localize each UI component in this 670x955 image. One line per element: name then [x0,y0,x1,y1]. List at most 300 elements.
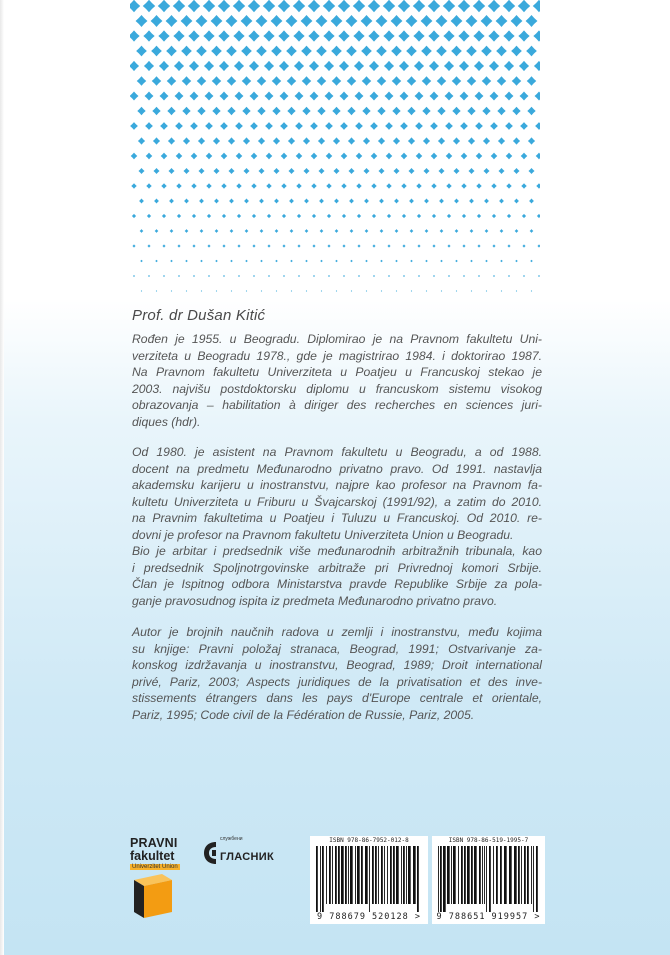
halftone-dot [393,168,399,174]
halftone-dot [130,0,140,12]
halftone-dot [306,290,307,291]
halftone-dot [373,275,375,277]
halftone-dot [246,290,247,291]
halftone-dot [295,122,303,130]
barcode-bar [326,846,327,904]
halftone-dot [482,76,492,86]
halftone-dot [289,199,294,204]
halftone-dot [527,76,537,86]
barcode-bar [406,846,407,904]
isbn-label: ISBN 978-86-7952-012-8 [329,837,409,844]
halftone-dot [251,183,256,188]
barcode-bar [387,846,388,904]
halftone-dot [500,260,503,263]
halftone-dot [183,137,190,144]
halftone-dot [486,290,487,291]
halftone-dot [324,61,334,71]
halftone-dot [392,76,402,86]
halftone-dot [474,61,484,71]
halftone-dot [321,290,322,291]
halftone-dot [468,137,475,144]
halftone-dot [207,214,211,218]
halftone-dot [475,122,483,130]
halftone-dot [496,46,507,57]
halftone-dot [454,199,459,204]
halftone-dot [485,260,488,263]
halftone-dot [252,214,256,218]
halftone-dot [387,244,390,247]
halftone-dot [218,0,230,12]
halftone-dot [362,76,372,86]
halftone-dot [213,137,220,144]
logo-text-university: Univerzitet Union [132,864,178,870]
halftone-dot [431,183,436,188]
halftone-dot [302,107,310,115]
halftone-dot [424,199,429,204]
text-line: diques (hdr). [132,414,201,429]
halftone-dot [323,30,334,41]
halftone-dot [461,183,466,188]
halftone-dot [425,260,428,263]
halftone-dot [490,92,499,101]
halftone-dot [440,229,444,233]
halftone-dot [191,183,196,188]
halftone-dot [371,153,378,160]
barcode-bar [458,846,459,904]
halftone-dot [499,199,504,204]
halftone-dot [379,199,384,204]
halftone-dot [381,290,382,291]
halftone-dot [338,30,349,41]
halftone-dot [506,183,511,188]
halftone-dot [282,244,285,247]
halftone-dot [211,46,222,57]
halftone-dot [356,183,361,188]
halftone-dot [302,76,312,86]
halftone-dot [455,229,459,233]
halftone-dot [155,260,158,263]
halftone-dot [339,61,349,71]
halftone-dot [162,244,165,247]
halftone-dot [332,76,342,86]
halftone-dot [248,0,260,12]
halftone-dot [518,30,529,41]
halftone-dot [213,168,219,174]
halftone-dot [468,168,474,174]
halftone-dot [503,0,515,12]
halftone-dot [275,229,279,233]
halftone-dot [484,199,489,204]
halftone-dot [220,122,228,130]
halftone-dot [248,30,259,41]
halftone-dot [260,229,264,233]
halftone-dot [436,15,448,27]
halftone-dot [363,137,370,144]
halftone-dot [207,244,210,247]
halftone-dot [332,107,340,115]
halftone-dot [249,61,259,71]
halftone-dot [226,46,237,57]
halftone-dot [380,229,384,233]
halftone-dot [144,61,154,71]
barcode-bar [329,846,331,904]
barcode-bar [403,846,405,904]
halftone-dot [338,0,350,12]
halftone-dot [163,275,165,277]
halftone-dot [386,183,391,188]
halftone-dot [537,244,540,247]
halftone-dot [407,107,415,115]
halftone-dot [470,229,474,233]
halftone-dot [205,122,213,130]
halftone-dot [250,122,258,130]
halftone-dot [520,122,528,130]
halftone-dot [167,76,177,86]
halftone-dot [482,107,490,115]
halftone-dot [530,260,533,263]
halftone-dot [317,76,327,86]
halftone-dot [268,275,270,277]
halftone-dot [305,229,309,233]
halftone-dot [318,137,325,144]
halftone-dot [444,61,454,71]
halftone-dot [348,137,355,144]
halftone-dot [445,122,453,130]
halftone-dot [377,107,385,115]
halftone-dot [386,153,393,160]
halftone-dot [275,260,278,263]
barcode-bar [348,846,349,904]
halftone-dot [140,260,143,263]
halftone-dot [228,168,234,174]
halftone-dot [537,214,540,218]
barcode-digits: 9 788679 520128 > [310,912,428,922]
halftone-dot [146,153,153,160]
halftone-dot [378,137,385,144]
halftone-dot [152,76,162,86]
halftone-dot [143,0,155,12]
halftone-dot [466,46,477,57]
halftone-dot [522,214,526,218]
halftone-dot [535,122,540,130]
halftone-dot [183,168,189,174]
halftone-dot [274,199,279,204]
halftone-dot [528,168,534,174]
halftone-dot [230,260,233,263]
barcode-bar [335,846,337,904]
barcode-bar [471,846,473,904]
barcode-bar [440,846,442,912]
barcode-bar [369,846,370,912]
halftone-dot [131,153,138,160]
halftone-dot [522,244,525,247]
barcode-bar [375,846,377,904]
halftone-dot [263,0,275,12]
halftone-dot [189,61,199,71]
halftone-dot [266,183,271,188]
halftone-dot [410,260,413,263]
halftone-dot [241,15,253,27]
halftone-dot [432,244,435,247]
halftone-dot [317,107,325,115]
halftone-dot [491,183,496,188]
halftone-dot [535,92,540,101]
halftone-dot [316,46,327,57]
halftone-dot [533,30,540,41]
halftone-dot [181,15,193,27]
halftone-dot [357,214,361,218]
halftone-dot [141,290,142,291]
halftone-dot [185,260,188,263]
halftone-dot [493,275,495,277]
halftone-dot [256,46,267,57]
halftone-dot [182,76,192,86]
halftone-dot [511,15,523,27]
halftone-dot [181,46,192,57]
halftone-dot [401,153,408,160]
barcode-bar [408,846,411,904]
halftone-dot [477,214,481,218]
book-cube-icon [132,874,174,918]
halftone-dot [501,290,502,291]
halftone-dot [512,76,522,86]
halftone-dot [222,214,226,218]
halftone-dot [512,107,520,115]
halftone-dot [441,290,442,291]
halftone-dot [422,76,432,86]
barcode-bar [500,846,502,904]
halftone-dot [413,30,424,41]
halftone-dot [214,199,219,204]
halftone-dot [273,137,280,144]
halftone-dot [357,244,360,247]
halftone-dot [301,15,313,27]
halftone-dot [278,0,290,12]
halftone-dot [191,153,198,160]
halftone-dot [476,183,481,188]
halftone-dot [467,76,477,86]
barcode-bar [486,846,487,912]
halftone-dot [236,183,241,188]
halftone-dot [138,168,144,174]
halftone-dot [223,275,225,277]
halftone-dot [497,107,505,115]
halftone-dot [201,290,202,291]
text-line: i predsednik Spoljnotrgovinske arbitraže pri Privrednoj komori Srbije. [132,560,542,575]
halftone-dot [355,92,364,101]
halftone-dot [507,244,510,247]
halftone-dot [461,153,468,160]
halftone-dot [326,153,333,160]
halftone-dot [470,260,473,263]
halftone-dot [331,15,343,27]
halftone-dot [237,214,241,218]
halftone-dot [402,244,405,247]
text-line: 2003. najvišu postdoktorsku diplomu u francuskom sistemu visokog [132,381,542,396]
halftone-dot [507,214,511,218]
barcode-bar [338,846,340,904]
barcode-bar [322,846,324,912]
halftone-dot [353,0,365,12]
barcode-bar [474,846,477,904]
halftone-dot [355,122,363,130]
halftone-dot [146,183,151,188]
halftone-dot [349,199,354,204]
halftone-dot [263,30,274,41]
halftone-dot [318,168,324,174]
barcode-bar [443,846,446,912]
halftone-dot [490,122,498,130]
text-line: su knjige: Pravni položaj stranaca, Beograd, 1991; Ostvarivanje za- [132,641,542,656]
halftone-dot [400,122,408,130]
halftone-dot [455,260,458,263]
barcode-icon [314,846,424,912]
halftone-dot [173,30,184,41]
halftone-dot [428,30,439,41]
halftone-dot [188,30,199,41]
halftone-dot [333,137,340,144]
halftone-dot [408,168,414,174]
barcode-bar [461,846,463,904]
halftone-dot [426,290,427,291]
halftone-dot [226,15,238,27]
halftone-dot [354,61,364,71]
halftone-dot [143,30,154,41]
halftone-dot [346,15,358,27]
halftone-dot [264,61,274,71]
barcode-bar [514,846,517,904]
barcode-bar [536,846,538,912]
halftone-dot [312,214,316,218]
text-line: stissements étrangers dans les pays d'Europe centrale et orientale, [132,691,542,706]
halftone-dot [257,76,267,86]
halftone-dot [365,229,369,233]
barcode-bar [496,846,498,904]
text-line: ganje pravosudnog ispita iz predmeta Međunarodno privatno pravo. [132,593,498,608]
halftone-dot [166,46,177,57]
halftone-dot [518,0,530,12]
barcode-bar [413,846,416,904]
halftone-dot [496,15,508,27]
halftone-dot [451,15,463,27]
halftone-dot [199,199,204,204]
halftone-dot [391,46,402,57]
halftone-dot [171,290,172,291]
halftone-dot [241,46,252,57]
text-line: konskog izdržavanja u inostranstvu, Beograd, 1989; Droit international [132,658,542,673]
halftone-dot [402,214,406,218]
text-line: Autor je brojnih naučnih radova u zemlji i inostranstvu, među kojima [132,625,542,639]
barcode-bar [524,846,526,904]
halftone-dot [296,183,301,188]
halftone-dot [380,260,383,263]
halftone-dot [160,92,169,101]
halftone-dot [428,0,440,12]
barcode-digits: 9 788651 919957 > [432,912,545,922]
halftone-dot [458,30,469,41]
halftone-dot [395,229,399,233]
halftone-dot [504,61,514,71]
glasnik-mark-icon [202,840,218,866]
barcode-bar [332,846,333,904]
halftone-dot [534,61,540,71]
halftone-dot [215,260,218,263]
halftone-dot [437,107,445,115]
halftone-dot [236,153,243,160]
halftone-dot [245,260,248,263]
halftone-dot [335,260,338,263]
halftone-dot [287,107,295,115]
halftone-dot [301,46,312,57]
halftone-dot [281,183,286,188]
halftone-dot [425,229,429,233]
barcode-bar [504,846,507,904]
halftone-dot [130,92,138,101]
halftone-dot [387,214,391,218]
halftone-dot [398,0,410,12]
halftone-dot [505,92,514,101]
halftone-dot [250,92,259,101]
halftone-dot [153,168,159,174]
halftone-dot [334,199,339,204]
halftone-dot [204,61,214,71]
halftone-dot [326,183,331,188]
halftone-dot [218,30,229,41]
halftone-dot [462,214,466,218]
halftone-dot [266,153,273,160]
barcode-bar [479,846,481,904]
halftone-dot [272,76,282,86]
halftone-dot [166,15,178,27]
halftone-dot [155,229,159,233]
halftone-dot [238,275,240,277]
barcode-bar [361,846,363,904]
halftone-dot [258,137,265,144]
halftone-dot [350,260,353,263]
halftone-dot [362,107,370,115]
halftone-dot [161,153,168,160]
halftone-dot [170,260,173,263]
halftone-dot [147,244,150,247]
halftone-dot [161,183,166,188]
halftone-dot [243,168,249,174]
halftone-dot [203,30,214,41]
halftone-dot [528,137,535,144]
halftone-dot [392,107,400,115]
halftone-dot [477,244,480,247]
halftone-dot [521,183,526,188]
text-line: Rođen je 1955. u Beogradu. Diplomirao je na Pravnom fakultetu Uni- [132,332,542,346]
halftone-dot [365,260,368,263]
halftone-dot [261,290,262,291]
halftone-dot [497,76,507,86]
halftone-dot [190,92,199,101]
halftone-dot [440,260,443,263]
halftone-dot [526,46,537,57]
barcode-bar [531,846,532,904]
halftone-dot [491,153,498,160]
halftone-dot [347,107,355,115]
halftone-dot [154,199,159,204]
barcode-bar [378,846,379,904]
halftone-dot [418,275,420,277]
bio-paragraph-4 [132,624,542,724]
isbn-barcode-1 [310,836,428,924]
halftone-dot [341,183,346,188]
halftone-dot [168,137,175,144]
halftone-dot [186,290,187,291]
bio-paragraph-1 [132,331,542,431]
